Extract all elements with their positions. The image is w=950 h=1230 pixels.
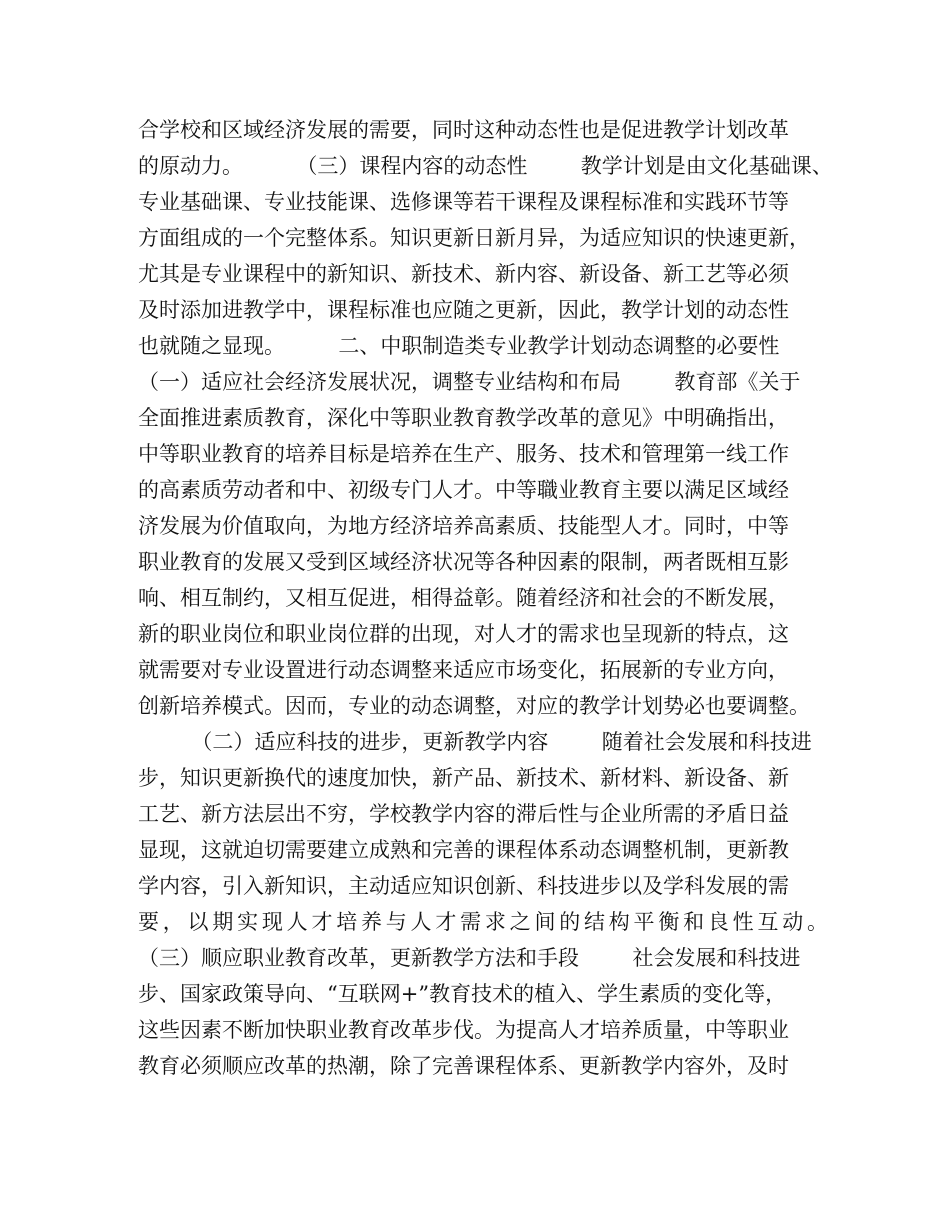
text-line-24: （三）顺应职业教育改革，更新教学方法和手段 社会发展和科技进 [138, 946, 801, 970]
text-line-15: 新的职业岗位和职业岗位群的出现，对人才的需求也呈现新的特点，这 [138, 622, 789, 646]
text-line-18: （二）适应科技的进步，更新教学内容 随着社会发展和科技进 [138, 730, 812, 754]
text-line-9: 全面推进素质教育，深化中等职业教育教学改革的意见》中明确指出， [138, 406, 789, 430]
text-line-22: 学内容，引入新知识，主动适应知识创新、科技进步以及学科发展的需 [138, 874, 789, 898]
text-line-17: 创新培养模式。因而，专业的动态调整，对应的教学计划势必也要调整。 [138, 694, 810, 718]
text-line-12: 济发展为价值取向，为地方经济培养高素质、技能型人才。同时，中等 [138, 514, 789, 538]
body-text [138, 112, 833, 1084]
text-line-13: 职业教育的发展又受到区域经济状况等各种因素的限制，两者既相互影 [138, 550, 789, 574]
text-line-23: 要，以期实现人才培养与人才需求之间的结构平衡和良性互动。 [138, 910, 828, 934]
text-line-11: 的高素质劳动者和中、初级专门人才。中等職业教育主要以满足区域经 [138, 478, 789, 502]
text-line-8: （一）适应社会经济发展状况，调整专业结构和布局 教育部《关于 [138, 370, 801, 394]
text-line-27: 教育必须顺应改革的热潮，除了完善课程体系、更新教学内容外，及时 [138, 1054, 789, 1078]
text-line-20: 工艺、新方法层出不穷，学校教学内容的滞后性与企业所需的矛盾日益 [138, 802, 789, 826]
text-line-3: 专业基础课、专业技能课、选修课等若干课程及课程标准和实践环节等 [138, 190, 789, 214]
text-line-5: 尤其是专业课程中的新知识、新技术、新内容、新设备、新工艺等必须 [138, 262, 789, 286]
text-line-10: 中等职业教育的培养目标是培养在生产、服务、技术和管理第一线工作 [138, 442, 789, 466]
text-line-19: 步，知识更新换代的速度加快，新产品、新技术、新材料、新设备、新 [138, 766, 789, 790]
text-line-14: 响、相互制约，又相互促进，相得益彰。随着经济和社会的不断发展， [138, 586, 789, 610]
text-line-2: 的原动力。 （三）课程内容的动态性 教学计划是由文化基础课、 [138, 154, 833, 178]
text-line-26: 这些因素不断加快职业教育改革步伐。为提高人才培养质量，中等职业 [138, 1018, 789, 1042]
text-line-21: 显现，这就迫切需要建立成熟和完善的课程体系动态调整机制，更新教 [138, 838, 789, 862]
text-line-7: 也就随之显现。 二、中职制造类专业教学计划动态调整的必要性 [138, 334, 780, 358]
text-line-4: 方面组成的一个完整体系。知识更新日新月异，为适应知识的快速更新， [138, 226, 810, 250]
text-line-25: 步、国家政策导向、“互联网+”教育技术的植入、学生素质的变化等， [138, 982, 787, 1006]
text-line-1: 合学校和区域经济发展的需要，同时这种动态性也是促进教学计划改革 [138, 118, 789, 142]
text-line-6: 及时添加进教学中，课程标准也应随之更新，因此，教学计划的动态性 [138, 298, 789, 322]
text-line-16: 就需要对专业设置进行动态调整来适应市场变化，拓展新的专业方向， [138, 658, 789, 682]
